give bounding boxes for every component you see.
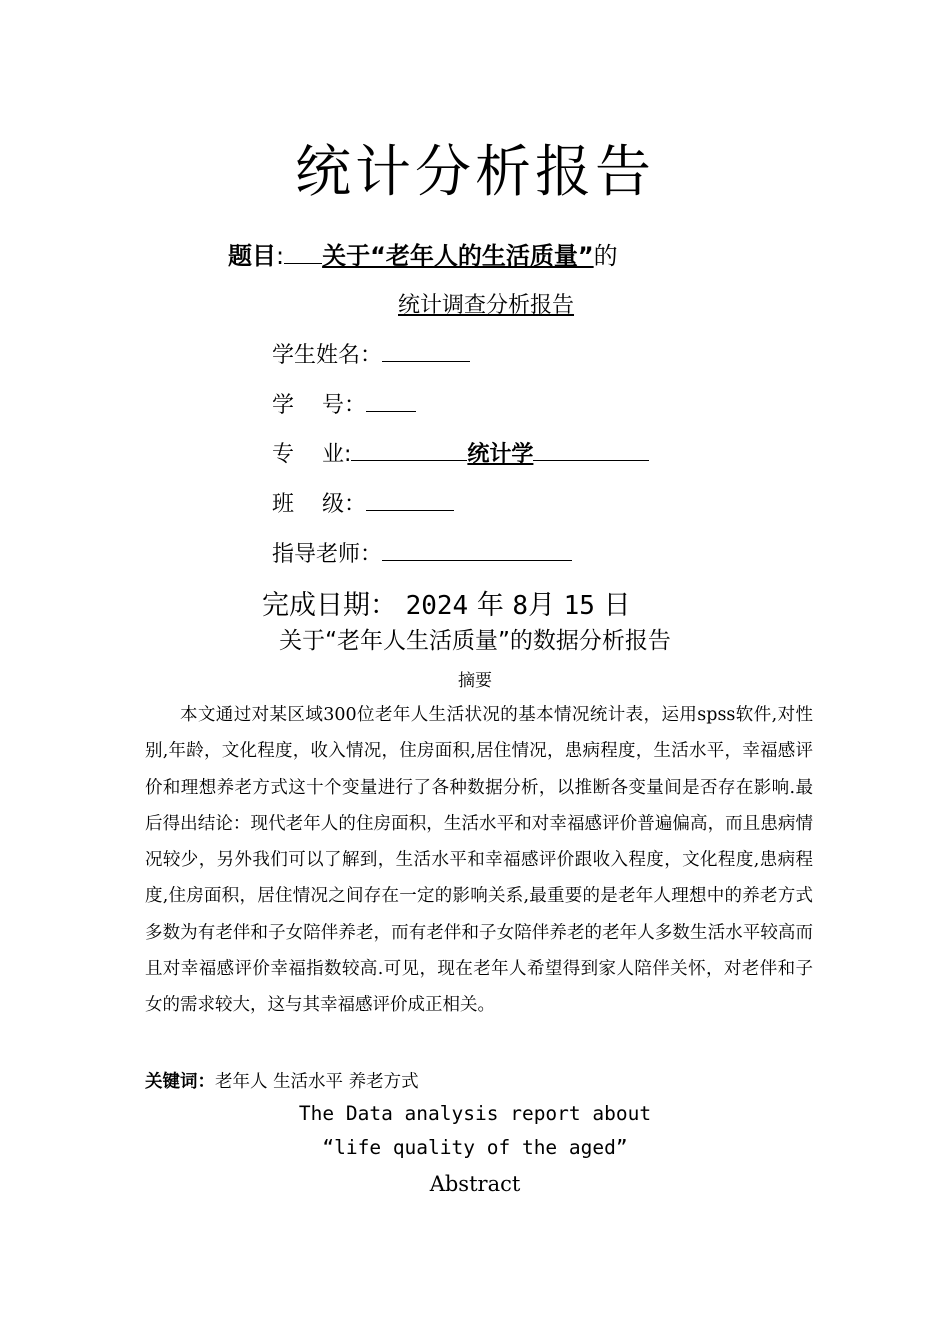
date-month-unit: 月 [528, 590, 556, 621]
student-name-field [272, 338, 470, 369]
student-id-blank [366, 393, 416, 412]
topic-row [228, 236, 618, 271]
topic-line1-tail: 的 [593, 242, 618, 270]
keywords-list: 老年人 生活水平 养老方式 [215, 1072, 419, 1092]
student-name-blank [382, 343, 470, 362]
english-title-line2: “life quality of the aged” [322, 1136, 628, 1159]
student-name-label: 学生姓名： [272, 343, 383, 368]
date-year: 2024 [405, 591, 469, 621]
topic-label: 题目 [228, 242, 276, 270]
topic-line2: 统计调查分析报告 [398, 293, 575, 318]
report-title: 关于“老年人生活质量”的数据分析报告 [279, 628, 671, 654]
keywords-row [145, 1068, 419, 1093]
abstract-body: 本文通过对某区域300位老年人生活状况的基本情况统计表，运用spss软件,对性别,年龄，文化程度，收入情况，住房面积,居住情况，患病程度，生活水平，幸福感评价和理想养老方式这十个变量进行了各种数据分析，以推断各变量间是否存在影响.最后得出结论：现代老年人的住房面积，生活水平和对幸福感评价普遍偏高，而且患病情况较少，另外我们可以了解到，生活水平和幸福感评价跟收入程度，文化程度,患病程度,住房面积，居住情况之间存在一定的影响关系,最重要的是老年人理想中的养老方式多数为有老伴和子女陪伴养老，而有老伴和子女陪伴养老的老年人多数生活水平较高而且对幸福感评价幸福指数较高.可见，现在老年人希望得到家人陪伴关怀，对老伴和子女的需求较大，这与其幸福感评价成正相关。 [145, 705, 813, 1016]
date-year-unit: 年 [476, 590, 504, 621]
topic-colon: : [276, 242, 285, 270]
class-blank [366, 492, 454, 511]
major-blank-lead [351, 442, 467, 461]
cover-main-title: 统计分析报告 [295, 140, 655, 205]
date-month: 8 [512, 591, 529, 621]
date-day-unit: 日 [603, 590, 631, 621]
class-label: 班 级： [272, 492, 366, 517]
english-title-line1: The Data analysis report about [298, 1102, 652, 1125]
english-abstract-label: Abstract [429, 1172, 521, 1196]
class-field [272, 487, 454, 518]
advisor-label: 指导老师： [272, 542, 383, 567]
major-field [272, 437, 649, 468]
student-id-label: 学 号： [272, 393, 366, 418]
topic-underline-lead [284, 245, 322, 264]
advisor-blank [382, 542, 572, 561]
abstract-label: 摘要 [458, 671, 492, 691]
major-blank-tail [533, 442, 649, 461]
major-value: 统计学 [467, 442, 534, 467]
topic-line1: 关于“老年人的生活质量” [322, 242, 594, 270]
advisor-field [272, 537, 572, 568]
student-id-field [272, 388, 416, 419]
date-label: 完成日期： [262, 590, 397, 621]
completion-date [262, 583, 631, 622]
date-day: 15 [563, 591, 595, 621]
major-label: 专 业: [272, 442, 352, 467]
keywords-label: 关键词： [145, 1072, 215, 1092]
